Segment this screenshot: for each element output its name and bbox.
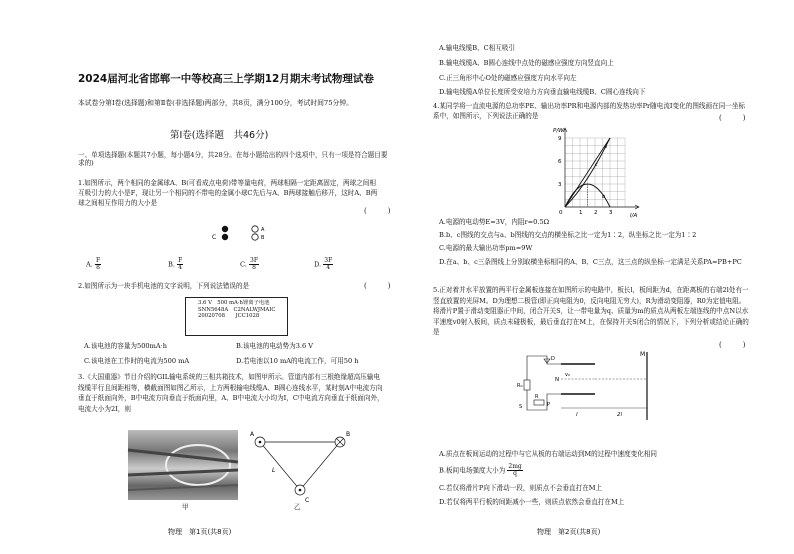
question-2-answer-bracket: ( ) — [364, 282, 391, 290]
figure-jia-label: 甲 — [182, 503, 189, 511]
x-tick-0: 0 — [559, 210, 563, 216]
rheostat-label: R — [535, 394, 539, 400]
y-tick-9: 9 — [558, 136, 562, 142]
question-2-stem: 2.如图所示为一块手机电池的文字说明，下列说法错误的是 — [78, 282, 250, 290]
q5-option-a[interactable]: A.质点在板间运动的过程中与它从板的右端运动到M的过程中速度变化相同 — [439, 450, 658, 458]
cable-a-label: A — [250, 431, 255, 438]
q4-option-b[interactable]: B.b、c图线的交点与a、b图线的交点的横坐标之比一定为1∶2，纵坐标之比一定为1∶2 — [439, 231, 697, 239]
q1-option-d[interactable]: D. $\frac{3F}{4}$ — [314, 257, 333, 271]
ball-b-label: B — [261, 235, 265, 241]
resistor-r0 — [524, 380, 530, 390]
switch-s-label: S — [519, 404, 523, 410]
q2-option-d[interactable]: D.若电池以10 mA的电流工作，可用50 h — [236, 357, 359, 365]
cable-c-dot — [299, 489, 302, 492]
q1-option-c[interactable]: C. $\frac{3F}{8}$ — [240, 257, 258, 271]
question-1-figure — [210, 222, 270, 244]
triangle-outline — [260, 442, 340, 490]
exam-intro: 本试卷分第Ⅰ卷(选择题)和第Ⅱ卷(非选择题)两部分，共8页，满分100分，考试时间75分钟。 — [78, 99, 353, 107]
y-axis-label: P/W — [553, 128, 564, 134]
page-2-footer: 物理 第2页(共8页) — [537, 528, 601, 536]
x-tick-3: 3 — [609, 210, 613, 216]
x-axis-label: I/A — [630, 213, 638, 219]
question-5-stem: 5.正对着并水平放置的两平行金属板连接在如图所示的电路中，板长l，板间距为d，在距离板的右端2l处有一竖直放置的光屏M。D为理想二极管(即正向电阻为0，反向电阻无穷大)，R为滑动变阻器，R0为定值电阻。将滑片P置于滑动变阻器正中间，闭合开关S，让一带电量为q、质量为m的质点从两板左端连线的中点N以水平速度v0射入板间，质点未碰极板，最后垂直打在M上，在保持开关S闭合的情况下，下列分析或结论正确的是 — [433, 286, 749, 337]
q5-option-b[interactable] — [439, 464, 523, 477]
ball-a — [222, 226, 228, 232]
q1-option-b[interactable]: B. $\frac{F}{4}$ — [168, 257, 183, 271]
q2-option-b[interactable]: B.该电池的电动势为3.6 V — [236, 342, 314, 350]
x-tick-2: 2 — [594, 210, 598, 216]
velocity-label: v₀ — [565, 372, 570, 378]
q3-option-a[interactable]: A.输电线缆B、C相互吸引 — [439, 44, 516, 52]
screen-distance-label: 2l — [617, 412, 623, 418]
resistor-r0-label: R₀ — [517, 383, 523, 389]
cable-c-label: C — [305, 497, 310, 504]
exam-title: 2024届河北省邯郸一中等校高三上学期12月期末考试物理试卷 — [78, 73, 374, 85]
cable-a-dot — [259, 441, 262, 444]
q5-option-b-num: 2mg — [508, 463, 522, 470]
q2-option-a[interactable]: A.该电池的容量为500mA·h — [84, 342, 167, 350]
page-1-footer: 物理 第1页(共8页) — [168, 528, 232, 536]
ball-a-open — [252, 226, 258, 232]
curve-c-label: c — [595, 162, 598, 168]
q3-option-c[interactable]: C.正三角形中心O处的磁感应强度方向水平向左 — [439, 74, 577, 82]
question-3-stem: 3.《大国重器》节目介绍的GIL输电系统的三相共箱技术，如图甲所示。管道内部有三根绝缘超高压输电线缆平行且间距相等，横截面图如图乙所示，上方两根输电线缆A、B圆心连线水平，某时刻A中电流方向垂直于纸面向外，B中电流方向垂直于纸面向里，A、B中电流大小均为I，C中电流方向垂直于纸面向外，电流大小为2I，则 — [78, 373, 384, 413]
slider-p-label: P — [547, 402, 551, 408]
battery-line-2: SNN5648A C2NALWJMAIC — [198, 306, 276, 313]
exam-page-2 — [397, 0, 794, 554]
q4-option-d[interactable]: D.在a、b、c三条图线上分别取横坐标相同的A、B、C三点，这三点的纵坐标一定满足关系PA=PB+PC — [439, 258, 742, 266]
gil-pipe-photo — [128, 430, 238, 500]
q5-option-d[interactable]: D.若仅将两平行板的间距减小一些，则质点依然会垂直打在M上 — [439, 498, 625, 506]
q1-option-a[interactable]: A. $\frac{F}{8}$ — [86, 257, 101, 271]
three-cable-cross-section — [248, 428, 353, 506]
q3-option-d[interactable]: D.输电线缆A单位长度所受安培力方向垂直输电线缆B、C圆心连线向下 — [439, 88, 646, 96]
side-length-label: L — [272, 467, 276, 474]
q5-option-b-text: B.板间电场强度大小为 — [439, 466, 506, 475]
curve-b-label: b — [602, 194, 606, 200]
diode-label: D — [551, 356, 555, 362]
y-tick-6: 6 — [558, 159, 562, 165]
section-instructions: 一、单项选择题(本题共7小题，每小题4分，共28分。在每小题给出的四个选项中，只有一项是符合题目要求的) — [78, 151, 388, 168]
battery-line-1: 3.6 V 500 mA·h锂离子电池 — [198, 300, 270, 306]
x-tick-1: 1 — [579, 210, 583, 216]
capacitor-circuit-diagram — [517, 350, 677, 422]
ball-b — [222, 234, 228, 240]
rheostat-r — [534, 400, 544, 405]
section-heading: 第Ⅰ卷(选择题 共46分) — [170, 130, 269, 141]
pipe-lines — [128, 430, 238, 500]
question-5-answer-bracket: ( ) — [719, 341, 746, 349]
battery-label-figure — [185, 297, 288, 336]
power-current-chart — [547, 122, 647, 219]
y-tick-3: 3 — [558, 182, 562, 188]
cable-b-label: B — [346, 431, 351, 438]
ball-a-label: A — [261, 227, 265, 233]
q5-option-b-den: q — [513, 470, 517, 477]
q5-option-c[interactable]: C.若仅将滑片P向下滑动一段，则质点不会垂直打在M上 — [439, 484, 603, 492]
q2-option-c[interactable]: C.该电池在工作时的电流为500 mA — [84, 357, 190, 365]
ball-b-open — [252, 234, 258, 240]
figure-yi-label: 乙 — [294, 503, 301, 511]
ball-c-label: C — [212, 234, 217, 241]
question-1-answer-bracket: ( ) — [364, 207, 391, 215]
plate-length-label: l — [576, 412, 578, 418]
screen-m-label: M — [640, 351, 646, 358]
q4-option-a[interactable]: A.电源的电动势E=3V，内阻r=0.5Ω — [439, 218, 550, 226]
entry-point-n-label: N — [555, 377, 560, 383]
question-1-options — [78, 258, 378, 276]
question-4-stem: 4.某同学将一直流电源的总功率PE、输出功率PR和电源内部的发热功率Pr随电流I变化的图线画在同一坐标系中，如图所示，下列说法正确的是 — [433, 102, 746, 121]
battery-line-3: 20020708 JCC1028 — [198, 313, 260, 320]
q4-option-c[interactable]: C.电源的最大输出功率pm=9W — [439, 244, 533, 252]
curve-a-label: a — [604, 144, 608, 150]
question-1-stem: 1.如图所示，两个相同的金属球A、B(可看成点电荷)带等量电荷，两球相隔一定距离固定，两球之间相互吸引力的大小是F，现让另一个相同的不带电的金属小球C先后与A、B两球接触后移开，这时A、B两球之间相互作用力的大小是 — [78, 179, 378, 208]
question-4-answer-bracket: ( ) — [719, 114, 746, 122]
q3-option-b[interactable]: B.输电线缆A、B圆心连线中点处的磁感应强度方向竖直向上 — [439, 59, 614, 67]
